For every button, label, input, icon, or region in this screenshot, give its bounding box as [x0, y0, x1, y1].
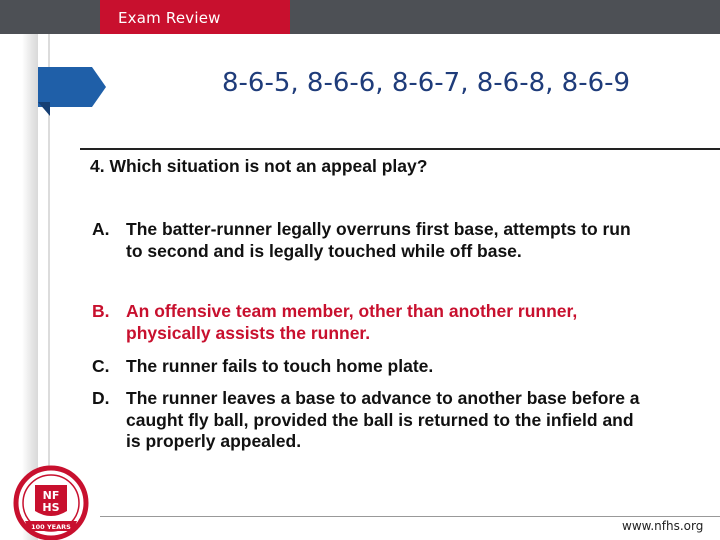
- option-text: The runner fails to touch home plate.: [126, 356, 434, 376]
- logo-banner: 100 YEARS: [31, 523, 71, 531]
- title-marker-arrow-icon: [38, 67, 106, 107]
- nfhs-logo: [13, 465, 89, 540]
- section-label: Exam Review: [118, 9, 221, 27]
- option-letter: B.: [92, 301, 110, 321]
- marker-fold-icon: [38, 102, 50, 116]
- logo-letters-hs: HS: [42, 501, 60, 514]
- answer-option-b: [92, 301, 652, 344]
- answer-option-c: [92, 356, 652, 378]
- top-bar: [0, 0, 720, 34]
- option-letter: A.: [92, 219, 110, 239]
- answer-option-a: [92, 219, 652, 262]
- answer-option-d: [92, 388, 652, 453]
- option-letter: D.: [92, 388, 110, 408]
- footer-url: www.nfhs.org: [622, 519, 704, 533]
- footer-divider: [100, 516, 720, 517]
- logo-letters-nf: NF: [42, 489, 60, 502]
- option-text: The batter-runner legally overruns first base, attempts to run to second and is legally touched while off base.: [126, 219, 631, 261]
- question-text: 4. Which situation is not an appeal play?: [90, 156, 428, 176]
- slide-title: 8-6-5, 8-6-6, 8-6-7, 8-6-8, 8-6-9: [222, 68, 631, 98]
- option-text: The runner leaves a base to advance to another base before a caught fly ball, provided the ball is returned to the infield and is properly appealed.: [126, 388, 640, 451]
- option-text: An offensive team member, other than another runner, physically assists the runner.: [126, 301, 578, 343]
- option-letter: C.: [92, 356, 110, 376]
